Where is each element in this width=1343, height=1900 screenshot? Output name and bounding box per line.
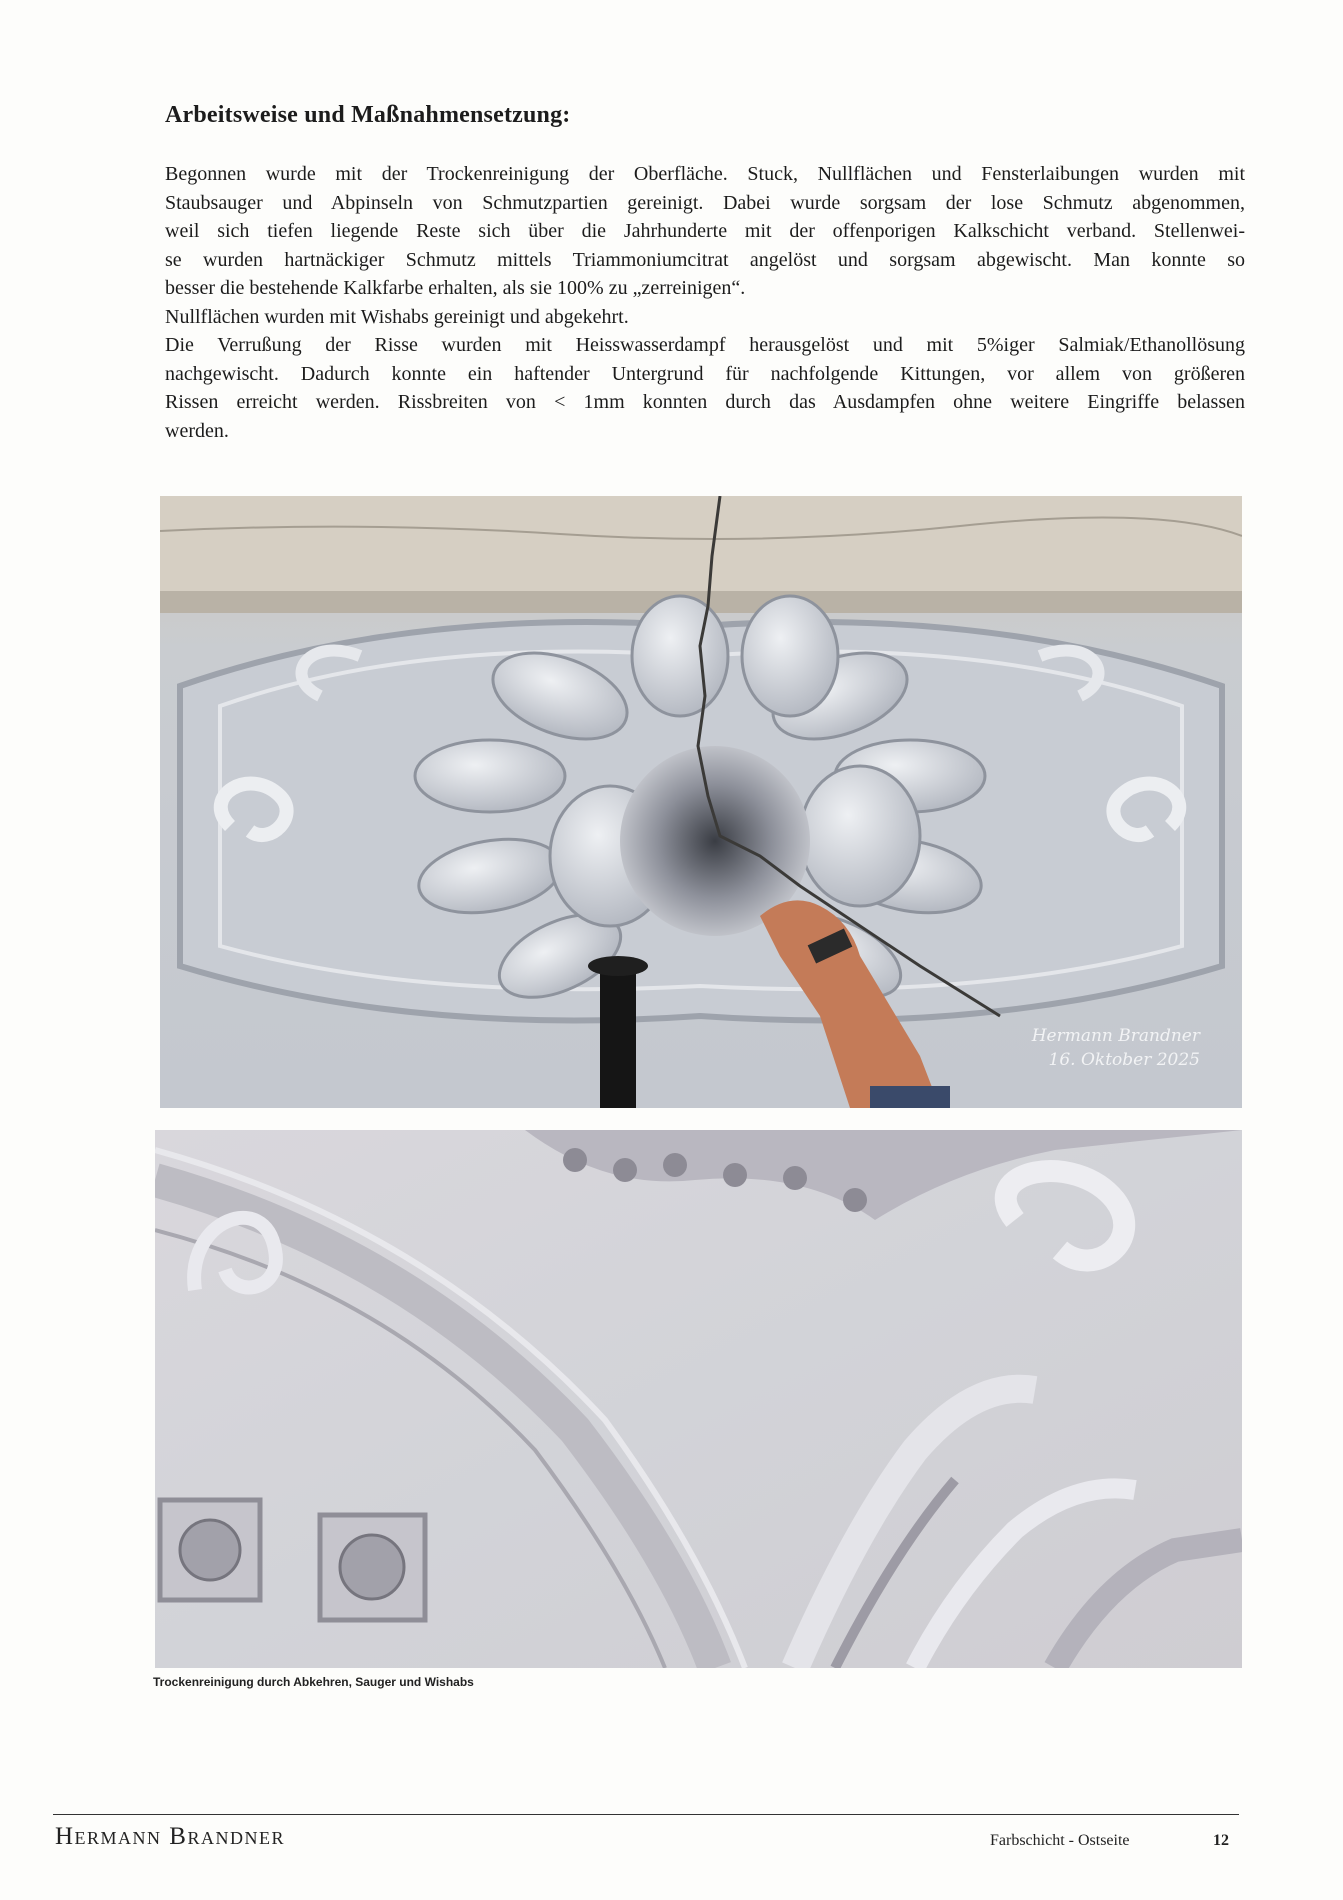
body-line: nachgewischt. Dadurch konnte ein haftender Untergrund für nachfolgende Kittungen, vor allem von größeren bbox=[165, 362, 1245, 385]
stucco-ceiling-photo bbox=[155, 1130, 1242, 1668]
stucco-rosette-photo bbox=[160, 496, 1242, 1108]
page-heading: Arbeitsweise und Maßnahmensetzung: bbox=[165, 102, 571, 128]
body-line: se wurden hartnäckiger Schmutz mittels Triammoniumcitrat angelöst und sorgsam abgewischt. Man konnte so bbox=[165, 248, 1245, 271]
body-line: Begonnen wurde mit der Trockenreinigung der Oberfläche. Stuck, Nullflächen und Fensterlaibungen wurden mit bbox=[165, 163, 1245, 185]
watermark-date: 16. Oktober 2025 bbox=[1048, 1050, 1200, 1070]
photo-caption: Trockenreinigung durch Abkehren, Sauger und Wishabs bbox=[153, 1675, 474, 1689]
footer-divider bbox=[53, 1814, 1239, 1815]
body-line: werden. bbox=[165, 419, 229, 442]
body-line: Die Verrußung der Risse wurden mit Heisswasserdampf herausgelöst und mit 5%iger Salmiak/Ethanollösung bbox=[165, 334, 1245, 356]
watermark-name: Hermann Brandner bbox=[1031, 1026, 1200, 1046]
footer-section-title: Farbschicht - Ostseite bbox=[990, 1832, 1130, 1849]
photo-watermark bbox=[1032, 1024, 1200, 1072]
body-line: Nullflächen wurden mit Wishabs gereinigt und abgekehrt. bbox=[165, 305, 629, 328]
body-line: besser die bestehende Kalkfarbe erhalten, als sie 100% zu „zerreinigen“. bbox=[165, 277, 746, 299]
page-number: 12 bbox=[1213, 1832, 1229, 1849]
body-paragraph bbox=[165, 160, 1245, 445]
footer-author: Hermann Brandner bbox=[55, 1823, 285, 1850]
stucco-rosette-illustration bbox=[160, 496, 1242, 1108]
body-line: Rissen erreicht werden. Rissbreiten von < 1mm konnten durch das Ausdampfen ohne weitere Eingriffe belassen bbox=[165, 391, 1245, 413]
body-line: weil sich tiefen liegende Reste sich über die Jahrhunderte mit der offenporigen Kalkschicht verband. Stellenwei- bbox=[165, 220, 1245, 242]
body-line: Staubsauger und Abpinseln von Schmutzpartien gereinigt. Dabei wurde sorgsam der lose Schmutz abgenommen, bbox=[165, 191, 1245, 214]
stucco-ceiling-illustration bbox=[155, 1130, 1242, 1668]
